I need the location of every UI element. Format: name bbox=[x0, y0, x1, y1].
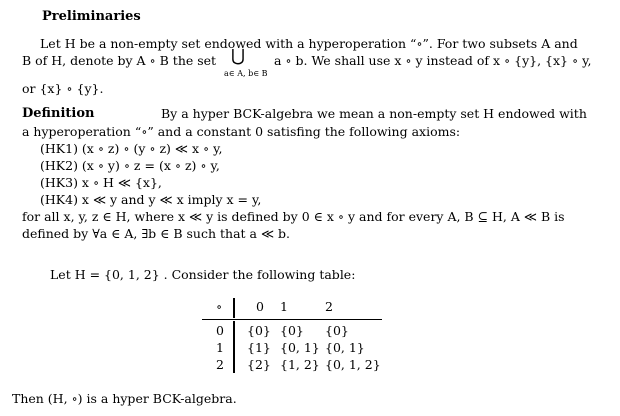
table-horizontal-rule bbox=[202, 319, 382, 320]
table-cell: {0, 1} bbox=[325, 340, 365, 355]
prelim-line-2a: B of H, denote by A ∘ B the set bbox=[22, 53, 217, 68]
table-corner-symbol: ∘ bbox=[216, 299, 223, 314]
bigcup-symbol: ⋃ bbox=[231, 46, 245, 66]
table-vertical-rule-top bbox=[233, 298, 235, 318]
table-cell: {1, 2} bbox=[280, 357, 320, 372]
table-row-label: 2 bbox=[216, 357, 224, 372]
axiom-hk4: (HK4) x ≪ y and y ≪ x imply x = y, bbox=[40, 192, 262, 207]
example-intro: Let H = {0, 1, 2} . Consider the following table: bbox=[50, 267, 356, 282]
definition-tail-2: defined by ∀a ∈ A, ∃b ∈ B such that a ≪ b. bbox=[22, 226, 290, 241]
table-row-label: 0 bbox=[216, 323, 224, 338]
definition-lead: By a hyper BCK-algebra we mean a non-empty set H endowed with bbox=[161, 106, 587, 121]
table-cell: {0} bbox=[325, 323, 349, 338]
table-cell: {0} bbox=[280, 323, 304, 338]
table-header-1: 1 bbox=[280, 299, 288, 314]
table-cell: {0, 1, 2} bbox=[325, 357, 381, 372]
table-cell: {1} bbox=[247, 340, 271, 355]
table-header-0: 0 bbox=[256, 299, 264, 314]
table-row-label: 1 bbox=[216, 340, 224, 355]
table-cell: {0, 1} bbox=[280, 340, 320, 355]
definition-heading: Definition bbox=[22, 106, 95, 121]
definition-tail-1: for all x, y, z ∈ H, where x ≪ y is defined by 0 ∈ x ∘ y and for every A, B ⊆ H, A ≪ B is bbox=[22, 209, 565, 224]
example-conclusion: Then (H, ∘) is a hyper BCK-algebra. bbox=[12, 391, 237, 406]
axiom-hk3: (HK3) x ∘ H ≪ {x}, bbox=[40, 175, 162, 190]
table-vertical-rule-body bbox=[233, 321, 235, 373]
prelim-line-2b: a ∘ b. We shall use x ∘ y instead of x ∘ {y}, {x} ∘ y, bbox=[274, 53, 592, 68]
bigcup-subscript: a∈ A, b∈ B bbox=[224, 69, 268, 78]
prelim-line-3: or {x} ∘ {y}. bbox=[22, 81, 104, 96]
definition-line-2: a hyperoperation “∘” and a constant 0 satisfing the following axioms: bbox=[22, 124, 461, 139]
axiom-hk1: (HK1) (x ∘ z) ∘ (y ∘ z) ≪ x ∘ y, bbox=[40, 141, 223, 156]
table-cell: {2} bbox=[247, 357, 271, 372]
prelim-line-1: Let H be a non-empty set endowed with a hyperoperation “∘”. For two subsets A and bbox=[40, 36, 578, 51]
table-cell: {0} bbox=[247, 323, 271, 338]
section-title: Preliminaries bbox=[42, 9, 141, 24]
axiom-hk2: (HK2) (x ∘ y) ∘ z = (x ∘ z) ∘ y, bbox=[40, 158, 220, 173]
table-header-2: 2 bbox=[325, 299, 333, 314]
